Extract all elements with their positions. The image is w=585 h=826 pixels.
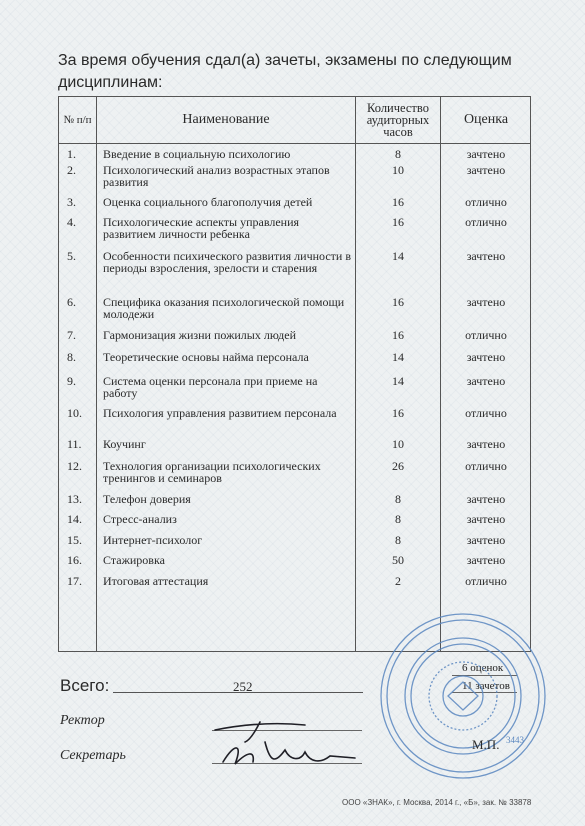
grade: зачтено: [466, 249, 506, 263]
printer-footer: ООО «ЗНАК», г. Москва, 2014 г., «Б», зак. № 33878: [342, 798, 532, 807]
discipline-name: Система оценки персонала при приеме на работу: [103, 374, 318, 400]
grade: зачтено: [466, 295, 506, 309]
discipline-name: Стажировка: [103, 553, 165, 567]
hours-count: 14: [392, 350, 404, 364]
hours-count: 2: [395, 574, 401, 588]
grade: отлично: [465, 215, 507, 229]
total-value: 252: [233, 679, 253, 694]
header-name: Наименование: [182, 112, 270, 127]
row-number: 14.: [67, 512, 82, 526]
hours-count: 50: [392, 553, 404, 567]
discipline-name: Коучинг: [103, 437, 146, 451]
hours-count: 16: [392, 195, 404, 209]
row-number: 7.: [67, 328, 76, 342]
row-number: 1.: [67, 147, 76, 161]
hours-count: 16: [392, 406, 404, 420]
column-divider: [440, 97, 441, 651]
row-number: 2.: [67, 163, 76, 177]
hours-count: 8: [395, 492, 401, 506]
discipline-name: Итоговая аттестация: [103, 574, 209, 588]
grade: отлично: [465, 459, 507, 473]
row-number: 16.: [67, 553, 82, 567]
grade: зачтено: [466, 553, 506, 567]
grade: зачтено: [466, 147, 506, 161]
row-number: 8.: [67, 350, 76, 364]
discipline-name: Интернет-психолог: [103, 533, 203, 547]
discipline-name: Психологический анализ возрастных этапов развития: [103, 163, 330, 189]
official-seal-stamp: [378, 596, 548, 796]
discipline-name: Стресс-анализ: [103, 512, 177, 526]
discipline-name: Особенности психического развития личности в периоды взросления, зрелости и старения: [103, 249, 351, 275]
grade: зачтено: [466, 437, 506, 451]
grade: зачтено: [466, 163, 506, 177]
discipline-name: Специфика оказания психологической помощи молодежи: [103, 295, 345, 321]
row-number: 15.: [67, 533, 82, 547]
discipline-name: Телефон доверия: [103, 492, 191, 506]
hours-count: 10: [392, 437, 404, 451]
seal-mark: М.П.: [472, 737, 500, 752]
hours-count: 14: [392, 249, 404, 263]
grade: отлично: [465, 328, 507, 342]
hours-count: 8: [395, 533, 401, 547]
hours-count: 14: [392, 374, 404, 388]
discipline-name: Введение в социальную психологию: [103, 147, 291, 161]
intro-text: За время обучения сдал(а) зачеты, экзамены по следующим дисциплинам:: [58, 52, 512, 91]
grade: зачтено: [466, 533, 506, 547]
hours-count: 16: [392, 328, 404, 342]
grade: зачтено: [466, 492, 506, 506]
header-divider: [59, 143, 530, 144]
discipline-name: Оценка социального благополучия детей: [103, 195, 313, 209]
summary-excellent: 6 оценок: [462, 662, 504, 674]
rector-label: Ректор: [60, 713, 105, 728]
row-number: 10.: [67, 406, 82, 420]
hours-count: 16: [392, 215, 404, 229]
discipline-name: Технология организации психологических тренингов и семинаров: [103, 459, 321, 485]
hours-count: 10: [392, 163, 404, 177]
stamp-number: 3443: [506, 735, 524, 745]
total-label: Всего:: [60, 676, 110, 695]
row-number: 5.: [67, 249, 76, 263]
row-number: 3.: [67, 195, 76, 209]
grade: зачтено: [466, 512, 506, 526]
disciplines-table: [58, 96, 531, 652]
header-num: № п/п: [63, 114, 92, 126]
header-hours: Количество аудиторных часов: [366, 101, 430, 139]
hours-count: 8: [395, 147, 401, 161]
grade: отлично: [465, 195, 507, 209]
discipline-name: Гармонизация жизни пожилых людей: [103, 328, 297, 342]
column-divider: [96, 97, 97, 651]
discipline-name: Психологические аспекты управления развитием личности ребенка: [103, 215, 300, 241]
grade: зачтено: [466, 350, 506, 364]
row-number: 11.: [67, 437, 82, 451]
hours-count: 16: [392, 295, 404, 309]
row-number: 4.: [67, 215, 76, 229]
secretary-label: Секретарь: [60, 748, 126, 763]
grade: отлично: [465, 574, 507, 588]
hours-count: 8: [395, 512, 401, 526]
row-number: 6.: [67, 295, 76, 309]
discipline-name: Теоретические основы найма персонала: [103, 350, 309, 364]
grade: зачтено: [466, 374, 506, 388]
summary-passed: 11 зачетов: [462, 680, 510, 692]
header-grade: Оценка: [463, 112, 509, 127]
grade: отлично: [465, 406, 507, 420]
row-number: 13.: [67, 492, 82, 506]
row-number: 12.: [67, 459, 82, 473]
row-number: 9.: [67, 374, 76, 388]
column-divider: [355, 97, 356, 651]
hours-count: 26: [392, 459, 404, 473]
discipline-name: Психология управления развитием персонала: [103, 406, 337, 420]
row-number: 17.: [67, 574, 82, 588]
signatures: [205, 712, 370, 777]
